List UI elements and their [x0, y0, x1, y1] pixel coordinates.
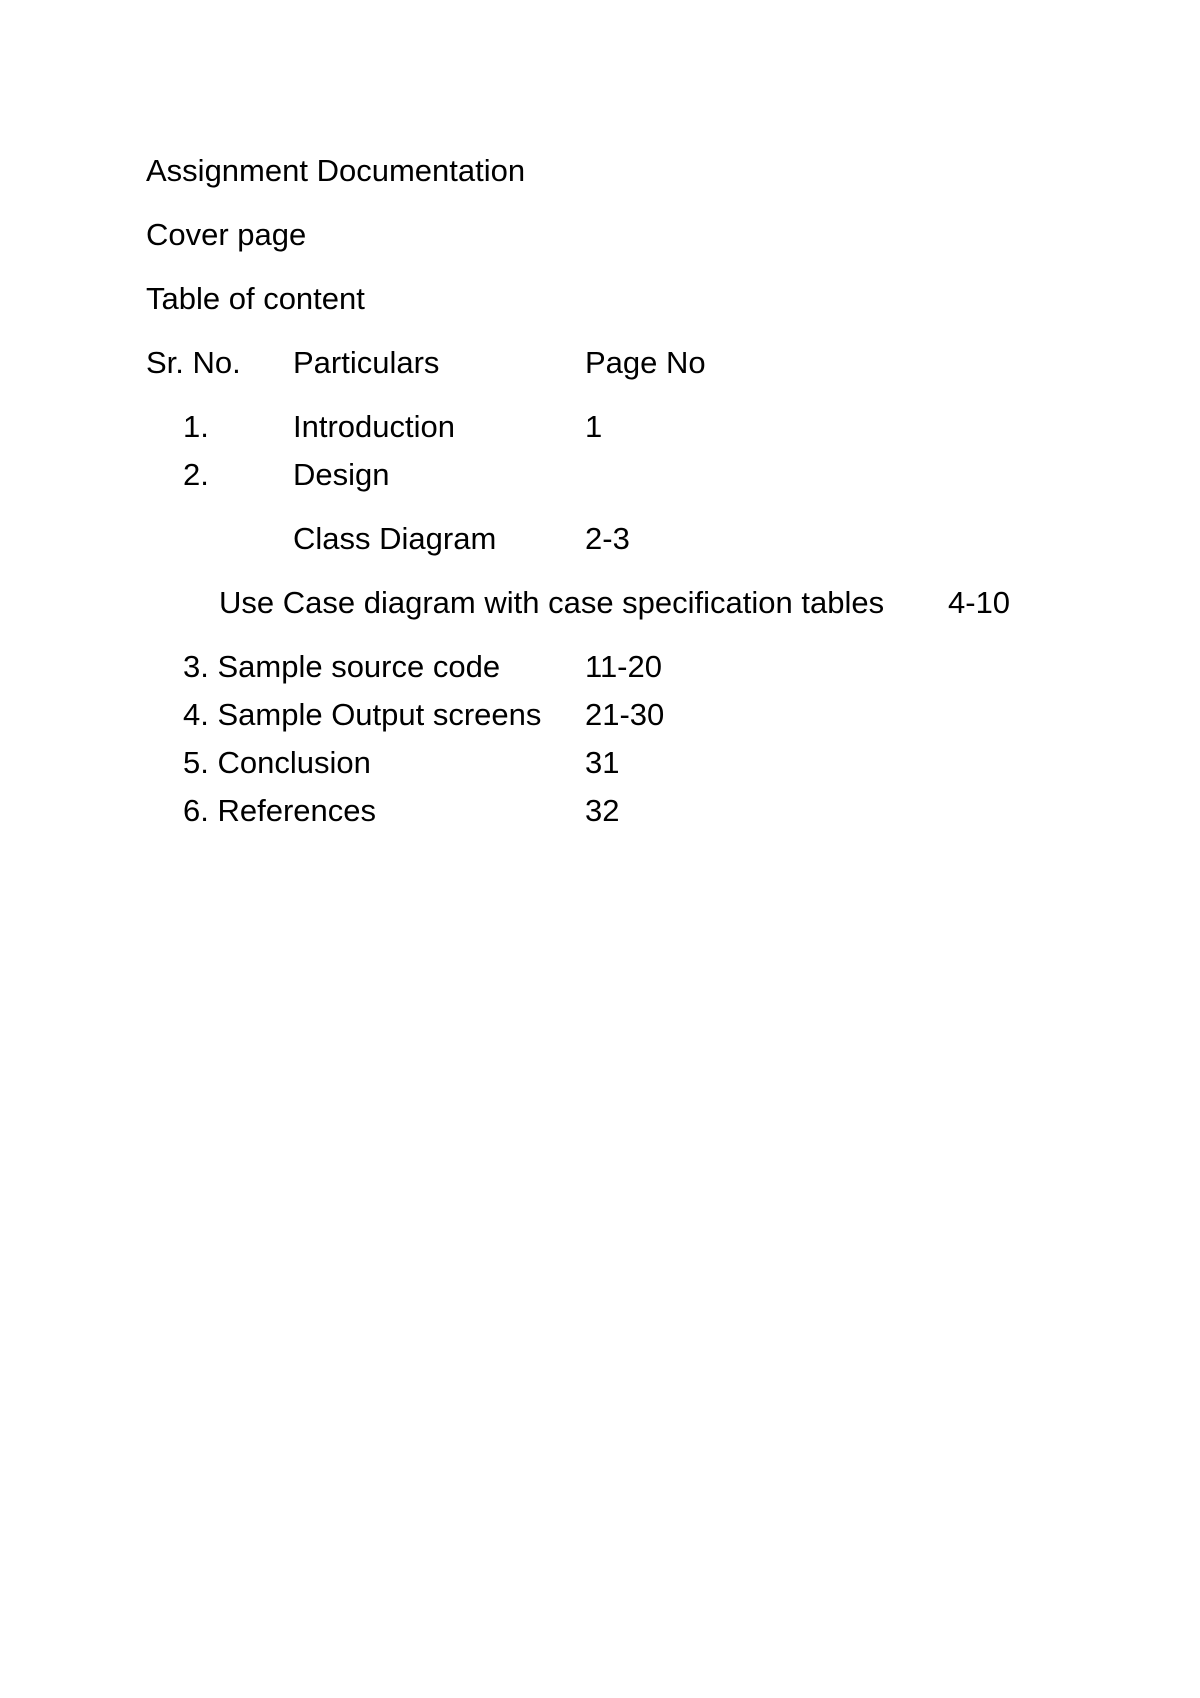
toc-row-6-particular: 6. References — [183, 793, 376, 828]
toc-header-sr-no: Sr. No. — [146, 345, 241, 380]
toc-row-4-page: 21-30 — [585, 697, 665, 732]
toc-row-3-page: 11-20 — [585, 649, 662, 684]
toc-row-1-sr: 1. — [183, 409, 209, 444]
toc-header-particulars: Particulars — [293, 345, 440, 380]
toc-row-2-sr: 2. — [183, 457, 209, 492]
toc-row-3-particular: 3. Sample source code — [183, 649, 501, 684]
document-title: Assignment Documentation — [146, 153, 526, 188]
toc-row-use-case-page: 4-10 — [948, 585, 1011, 620]
toc-row-5-particular: 5. Conclusion — [183, 745, 371, 780]
toc-row-6-page: 32 — [585, 793, 620, 828]
toc-row-class-diagram-page: 2-3 — [585, 521, 630, 556]
toc-header-page-no: Page No — [585, 345, 706, 380]
toc-row-5-page: 31 — [585, 745, 620, 780]
toc-row-1-page: 1 — [585, 409, 603, 444]
toc-row-use-case: Use Case diagram with case specification tables — [219, 585, 885, 620]
toc-row-1-particular: Introduction — [293, 409, 455, 444]
toc-row-4-particular: 4. Sample Output screens — [183, 697, 542, 732]
cover-page-label: Cover page — [146, 217, 307, 252]
toc-row-class-diagram: Class Diagram — [293, 521, 497, 556]
toc-heading: Table of content — [146, 281, 365, 316]
toc-row-2-particular: Design — [293, 457, 390, 492]
